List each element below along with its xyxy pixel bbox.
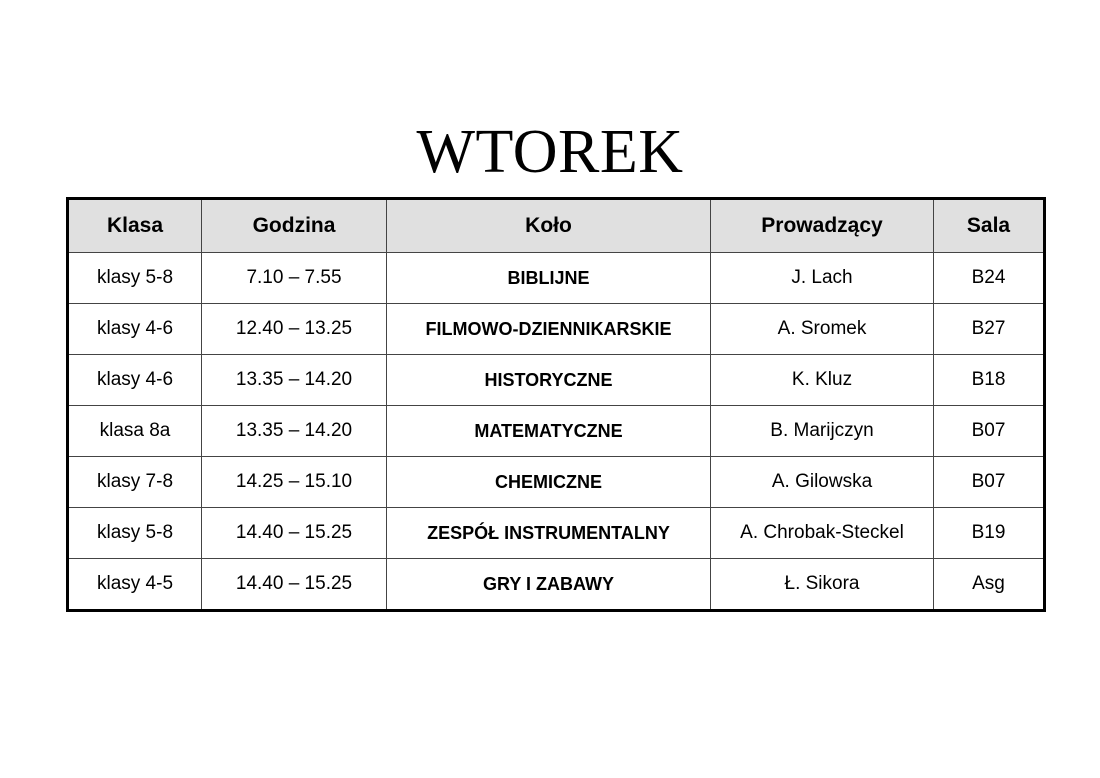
table-row — [68, 508, 1045, 559]
table-row — [68, 457, 1045, 508]
cell-kolo: HISTORYCZNE — [387, 355, 711, 406]
cell-klasa: klasa 8a — [68, 406, 202, 457]
cell-prowadzacy: A. Sromek — [711, 304, 934, 355]
cell-godzina: 14.25 – 15.10 — [202, 457, 387, 508]
cell-kolo: GRY I ZABAWY — [387, 559, 711, 611]
cell-sala: B07 — [934, 457, 1045, 508]
cell-klasa: klasy 4-5 — [68, 559, 202, 611]
cell-sala: B07 — [934, 406, 1045, 457]
cell-sala: B18 — [934, 355, 1045, 406]
cell-klasa: klasy 4-6 — [68, 304, 202, 355]
cell-kolo: FILMOWO-DZIENNIKARSKIE — [387, 304, 711, 355]
table-row — [68, 355, 1045, 406]
cell-godzina: 13.35 – 14.20 — [202, 355, 387, 406]
header-sala: Sala — [934, 199, 1045, 253]
table-row — [68, 559, 1045, 611]
cell-kolo: MATEMATYCZNE — [387, 406, 711, 457]
cell-godzina: 14.40 – 15.25 — [202, 508, 387, 559]
cell-prowadzacy: B. Marijczyn — [711, 406, 934, 457]
table-row — [68, 253, 1045, 304]
schedule-table — [66, 197, 1046, 612]
table-row — [68, 406, 1045, 457]
cell-kolo: CHEMICZNE — [387, 457, 711, 508]
cell-prowadzacy: J. Lach — [711, 253, 934, 304]
cell-sala: B24 — [934, 253, 1045, 304]
header-prowadzacy: Prowadzący — [711, 199, 934, 253]
cell-sala: B19 — [934, 508, 1045, 559]
cell-klasa: klasy 4-6 — [68, 355, 202, 406]
page-title: WTOREK — [416, 118, 684, 186]
cell-prowadzacy: Ł. Sikora — [711, 559, 934, 611]
table-header-row — [68, 199, 1045, 253]
cell-klasa: klasy 5-8 — [68, 253, 202, 304]
cell-prowadzacy: A. Gilowska — [711, 457, 934, 508]
header-klasa: Klasa — [68, 199, 202, 253]
cell-prowadzacy: A. Chrobak-Steckel — [711, 508, 934, 559]
cell-sala: Asg — [934, 559, 1045, 611]
cell-kolo: BIBLIJNE — [387, 253, 711, 304]
cell-godzina: 14.40 – 15.25 — [202, 559, 387, 611]
cell-godzina: 7.10 – 7.55 — [202, 253, 387, 304]
cell-godzina: 13.35 – 14.20 — [202, 406, 387, 457]
cell-prowadzacy: K. Kluz — [711, 355, 934, 406]
table-row — [68, 304, 1045, 355]
cell-sala: B27 — [934, 304, 1045, 355]
cell-godzina: 12.40 – 13.25 — [202, 304, 387, 355]
cell-klasa: klasy 5-8 — [68, 508, 202, 559]
cell-kolo: ZESPÓŁ INSTRUMENTALNY — [387, 508, 711, 559]
cell-klasa: klasy 7-8 — [68, 457, 202, 508]
header-godzina: Godzina — [202, 199, 387, 253]
header-kolo: Koło — [387, 199, 711, 253]
